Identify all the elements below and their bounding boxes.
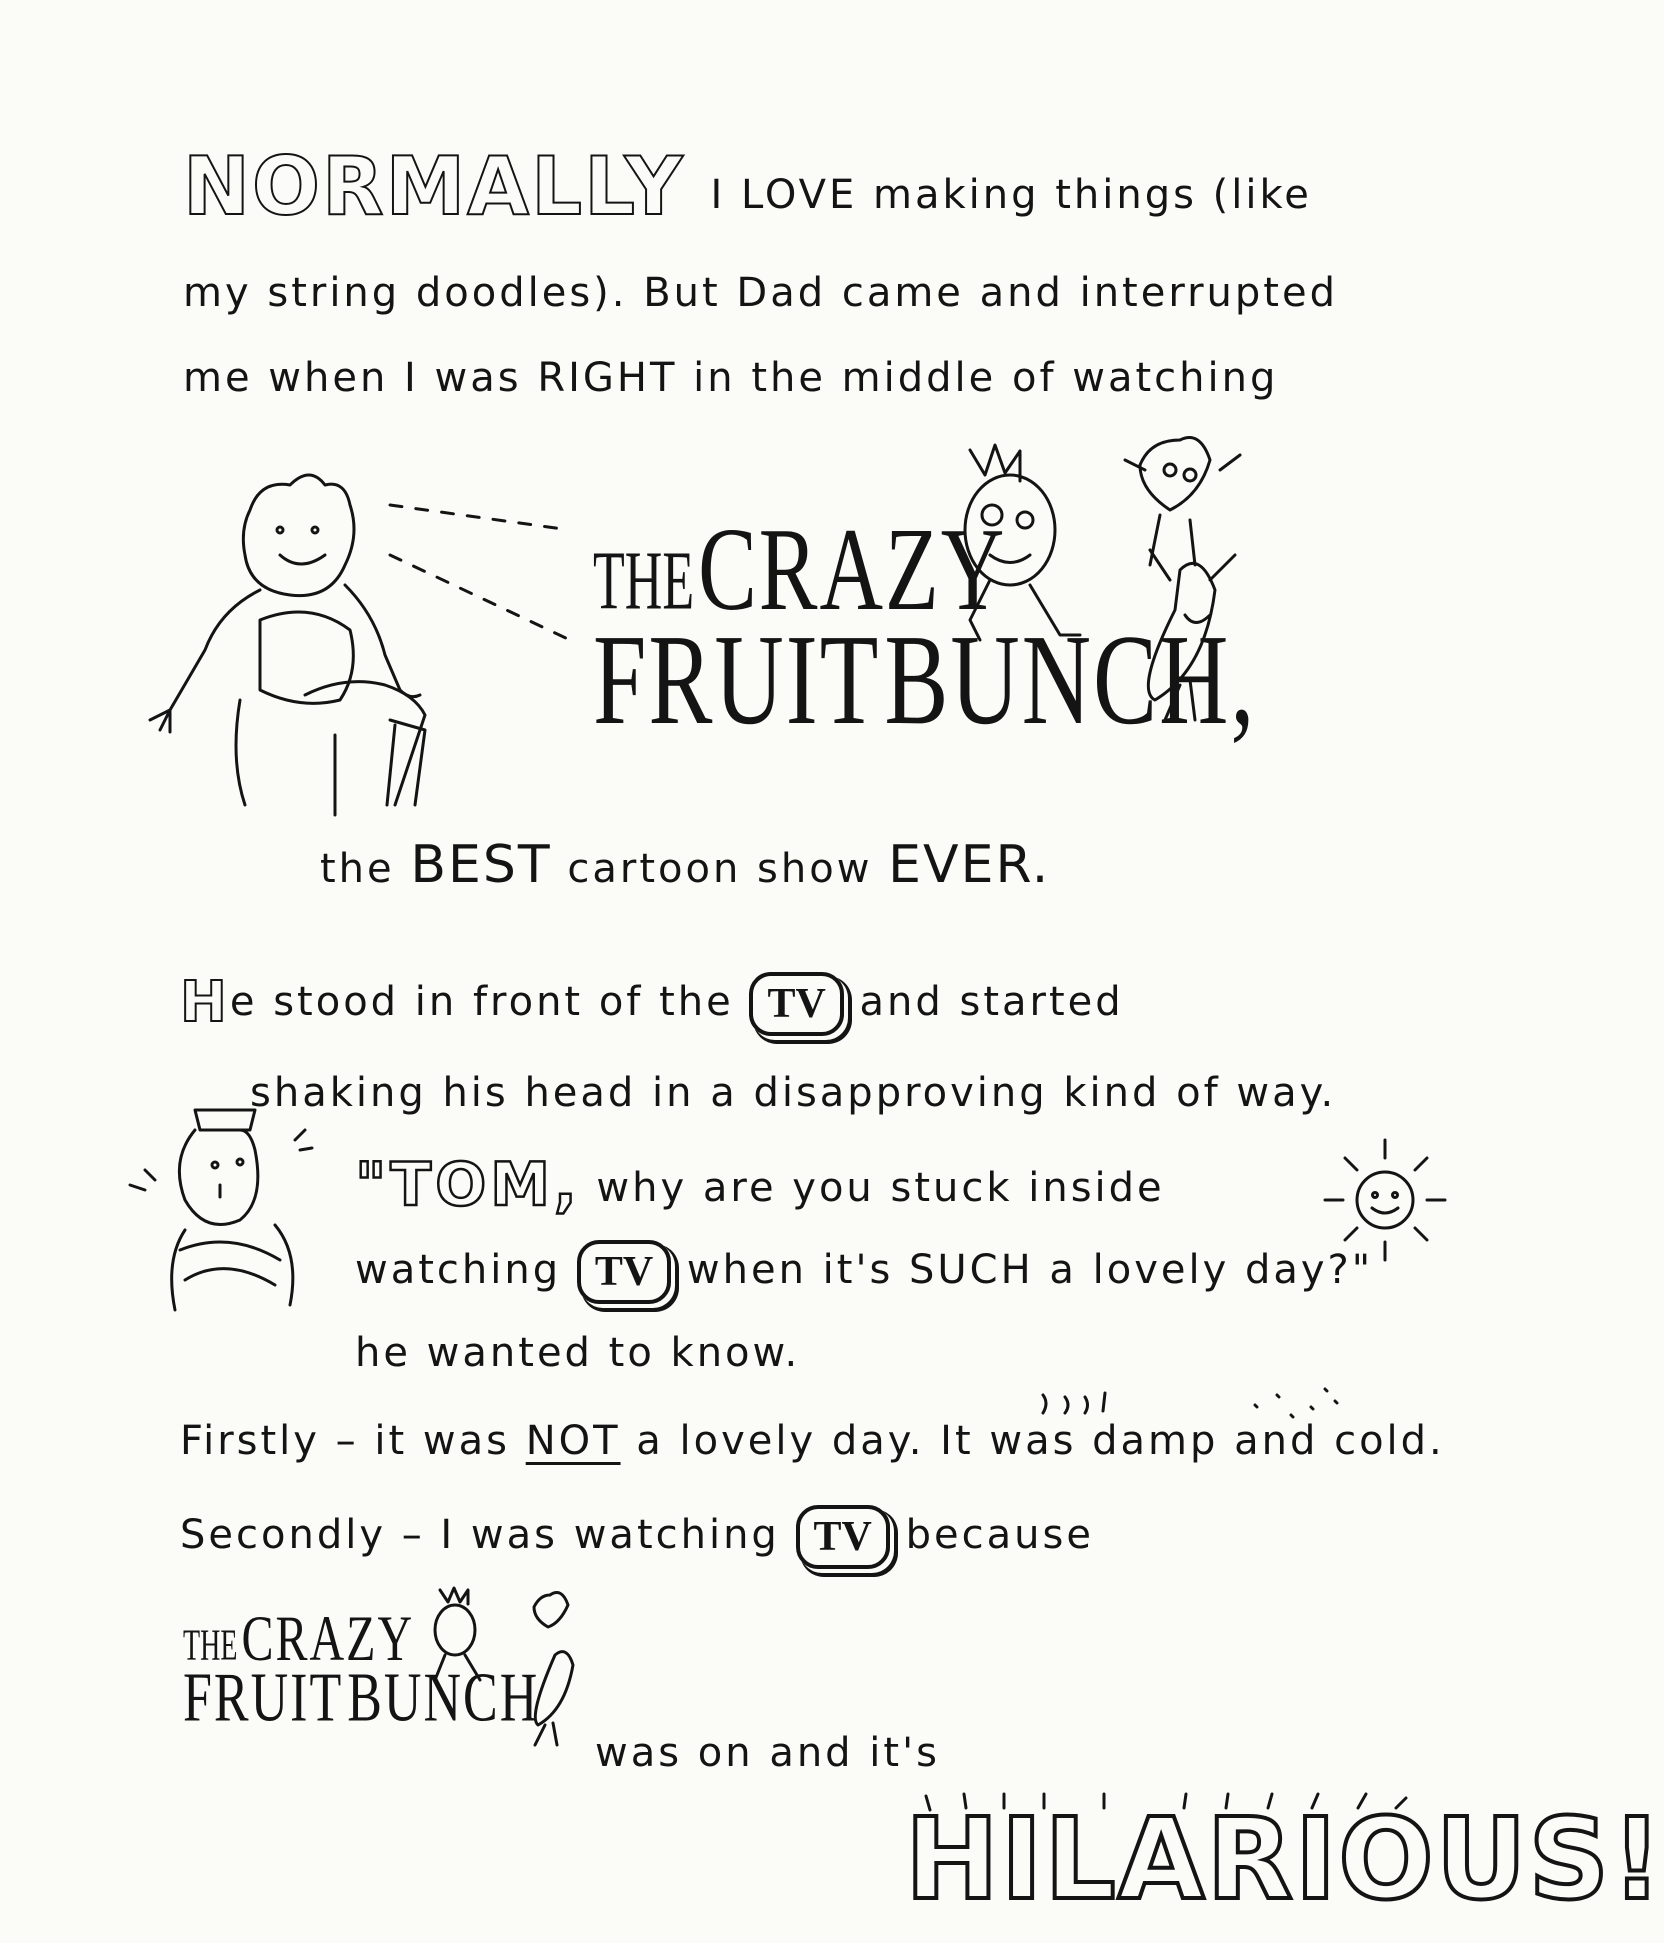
- and-started-text: and started: [859, 979, 1124, 1025]
- why-text: why are you stuck inside: [596, 1165, 1165, 1211]
- word-best: BEST: [410, 835, 552, 895]
- line1-rest: I LOVE making things (like: [710, 172, 1312, 218]
- lovely-day-text: when it's SUCH a lovely day?": [686, 1247, 1374, 1293]
- damp-cold-marks: [1035, 1385, 1355, 1435]
- tv-badge-2: TV: [577, 1240, 671, 1304]
- word-the: the: [320, 846, 395, 892]
- text-line-3: me when I was RIGHT in the middle of watching: [183, 355, 1279, 401]
- text-line-1: [183, 140, 1312, 233]
- text-line-secondly: [180, 1505, 1094, 1569]
- gaze-dashes: [370, 495, 590, 645]
- text-line-shaking: shaking his head in a disapproving kind of way.: [250, 1070, 1337, 1116]
- text-line-he-stood: [180, 970, 1124, 1036]
- drop-word-normally: NORMALLY: [183, 140, 685, 233]
- dad-illustration: [135, 1090, 325, 1320]
- text-line-2: my string doodles). But Dad came and interrupted: [183, 270, 1338, 316]
- because-text: because: [905, 1512, 1094, 1558]
- text-line-best: [320, 835, 1050, 895]
- small-logo-crazy: CRAZY: [241, 1603, 415, 1675]
- word-ever: EVER.: [888, 835, 1051, 895]
- firstly-text: Firstly – it was: [180, 1418, 510, 1464]
- text-line-was-on: was on and it's: [595, 1730, 940, 1776]
- secondly-text: Secondly – I was watching: [180, 1512, 780, 1558]
- fruit-characters-illustration: [930, 430, 1280, 752]
- logo-bunch: BUNCH: [884, 607, 1231, 752]
- he-stood-text: e stood in front of the: [229, 979, 734, 1025]
- small-logo-the: THE: [183, 1621, 238, 1671]
- damp-cold-text: a lovely day. It was damp and cold.: [636, 1418, 1445, 1464]
- text-line-tom: [355, 1150, 1165, 1220]
- logo-fruit: FRUIT: [593, 607, 881, 752]
- logo-crazy: CRAZY: [698, 505, 1007, 637]
- tv-badge-3: TV: [796, 1505, 890, 1569]
- word-hilarious: HILARIOUS!: [905, 1795, 1664, 1925]
- word-not: NOT: [525, 1418, 621, 1464]
- tv-badge-1: TV: [749, 972, 843, 1036]
- text-line-watching: [355, 1240, 1373, 1304]
- word-tom: "TOM,: [355, 1150, 581, 1220]
- logo-comma: ,: [1230, 607, 1257, 752]
- watching-text: watching: [355, 1247, 562, 1293]
- small-logo-fruit: FRUIT: [183, 1659, 344, 1737]
- small-logo-bunch: BUNCH: [347, 1659, 540, 1737]
- small-fruit-characters: [420, 1575, 600, 1755]
- logo-the: THE: [593, 536, 695, 628]
- words-cartoon-show: cartoon show: [567, 846, 873, 892]
- text-line-wanted: he wanted to know.: [355, 1330, 801, 1376]
- cap-letter-h: H: [180, 970, 230, 1035]
